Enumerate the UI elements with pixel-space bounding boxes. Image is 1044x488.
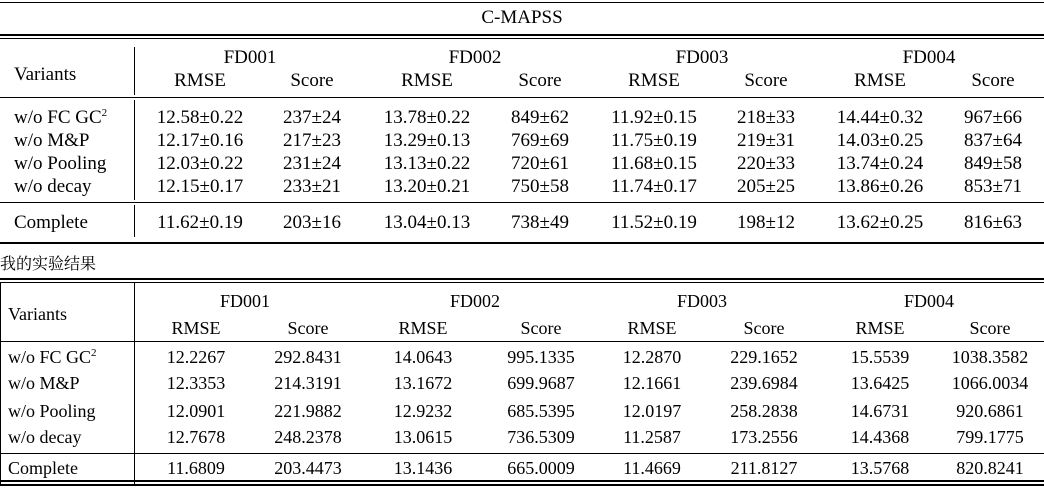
- score-cell: 198±12: [737, 212, 795, 233]
- rmse-cell: 11.68±0.15: [611, 153, 697, 174]
- subheader: RMSE: [174, 70, 226, 91]
- score-cell: 816±63: [964, 212, 1022, 233]
- header-rule: [0, 97, 1044, 98]
- variant-label: w/o decay: [14, 176, 92, 197]
- score-cell: 231±24: [283, 153, 341, 174]
- variant-label: w/o decay: [8, 427, 82, 447]
- group-header-fd004: FD004: [902, 47, 956, 68]
- rmse-cell: 11.92±0.15: [611, 107, 697, 128]
- rmse-cell: 13.1436: [393, 458, 453, 478]
- subheader: Score: [743, 318, 785, 338]
- score-cell: 820.8241: [956, 458, 1024, 478]
- score-cell: 967±66: [964, 107, 1022, 128]
- variant-label: w/o M&P: [14, 130, 90, 151]
- score-cell: 665.0009: [507, 458, 575, 478]
- score-cell: 720±61: [511, 153, 569, 174]
- rmse-cell: 13.1672: [393, 373, 453, 393]
- top-rule: [0, 2, 1044, 3]
- subheader: Score: [518, 70, 562, 91]
- rmse-cell: 12.17±0.16: [156, 130, 244, 151]
- rmse-cell: 12.3353: [166, 373, 226, 393]
- rmse-cell: 13.20±0.21: [383, 176, 471, 197]
- variants-header: Variants: [8, 304, 67, 324]
- score-cell: 258.2838: [730, 401, 798, 421]
- rmse-cell: 11.75±0.19: [611, 130, 697, 151]
- bottom-rule-2: [0, 484, 1044, 486]
- score-cell: 750±58: [511, 176, 569, 197]
- group-header-fd002: FD002: [448, 47, 502, 68]
- score-cell: 229.1652: [730, 347, 798, 367]
- subheader: Score: [971, 70, 1015, 91]
- score-cell: 219±31: [737, 130, 795, 151]
- rmse-cell: 11.52±0.19: [611, 212, 697, 233]
- rmse-cell: 11.4669: [623, 458, 681, 478]
- rmse-cell: 12.2267: [166, 347, 226, 367]
- header-divider: [134, 47, 135, 95]
- group-header-fd004: FD004: [903, 291, 954, 311]
- score-cell: 837±64: [964, 130, 1022, 151]
- group-header-fd003: FD003: [675, 47, 729, 68]
- score-cell: 239.6984: [730, 373, 798, 393]
- score-cell: 211.8127: [730, 458, 798, 478]
- score-cell: 217±23: [283, 130, 341, 151]
- rmse-cell: 12.03±0.22: [156, 153, 244, 174]
- rmse-cell: 13.5768: [850, 458, 910, 478]
- header-rule: [0, 341, 1044, 342]
- rmse-cell: 11.6809: [167, 458, 225, 478]
- rmse-cell: 13.0615: [393, 427, 453, 447]
- rmse-cell: 13.13±0.22: [383, 153, 471, 174]
- rmse-cell: 14.44±0.32: [836, 107, 924, 128]
- complete-label: Complete: [14, 212, 88, 233]
- rmse-cell: 12.58±0.22: [156, 107, 244, 128]
- rmse-cell: 13.86±0.26: [836, 176, 924, 197]
- score-cell: 685.5395: [507, 401, 575, 421]
- complete-rule: [0, 453, 1044, 454]
- rmse-cell: 12.9232: [393, 401, 453, 421]
- variant-label: w/o FC $GC^2$: [14, 107, 108, 128]
- bottom-rule-1: [0, 480, 1044, 482]
- score-cell: 292.8431: [274, 347, 342, 367]
- rule-double-top: [0, 278, 1044, 280]
- subheader: Score: [520, 318, 562, 338]
- score-cell: 237±24: [283, 107, 341, 128]
- subheader: RMSE: [854, 70, 906, 91]
- rule-double-bottom: [0, 282, 1044, 283]
- complete-label: Complete: [8, 458, 78, 478]
- rmse-cell: 14.0643: [393, 347, 453, 367]
- score-cell: 849±58: [964, 153, 1022, 174]
- table-caption: C-MAPSS: [481, 7, 563, 28]
- score-cell: 1038.3582: [951, 347, 1029, 367]
- score-cell: 214.3191: [274, 373, 342, 393]
- score-cell: 173.2556: [730, 427, 798, 447]
- score-cell: 203.4473: [274, 458, 342, 478]
- complete-divider: [134, 205, 135, 237]
- body-divider: [134, 100, 135, 200]
- score-cell: 233±21: [283, 176, 341, 197]
- score-cell: 799.1775: [956, 427, 1024, 447]
- rmse-cell: 14.03±0.25: [836, 130, 924, 151]
- score-cell: 220±33: [737, 153, 795, 174]
- variant-label: w/o M&P: [8, 373, 80, 393]
- rmse-cell: 15.5539: [850, 347, 910, 367]
- subheader: RMSE: [401, 70, 453, 91]
- complete-rule: [0, 202, 1044, 203]
- group-header-fd003: FD003: [676, 291, 727, 311]
- rule-double-top: [0, 34, 1044, 36]
- variant-label: w/o Pooling: [8, 401, 96, 421]
- variant-label: w/o FC $GC^2$: [8, 347, 97, 367]
- subheader: RMSE: [628, 70, 680, 91]
- rmse-cell: 13.29±0.13: [383, 130, 471, 151]
- subheader: RMSE: [171, 318, 221, 338]
- subheader: Score: [287, 318, 329, 338]
- subheader: RMSE: [398, 318, 448, 338]
- subheader: Score: [744, 70, 788, 91]
- rmse-cell: 14.4368: [850, 427, 910, 447]
- rmse-cell: 12.7678: [166, 427, 226, 447]
- rmse-cell: 13.74±0.24: [836, 153, 924, 174]
- score-cell: 205±25: [737, 176, 795, 197]
- rmse-cell: 14.6731: [850, 401, 910, 421]
- variants-header: Variants: [14, 64, 77, 85]
- rmse-cell: 12.0901: [166, 401, 226, 421]
- score-cell: 920.6861: [956, 401, 1024, 421]
- rmse-cell: 13.62±0.25: [836, 212, 924, 233]
- rule-double-bottom: [0, 38, 1044, 39]
- score-cell: 995.1335: [507, 347, 575, 367]
- rmse-cell: 12.2870: [622, 347, 682, 367]
- score-cell: 853±71: [964, 176, 1022, 197]
- score-cell: 769±69: [511, 130, 569, 151]
- score-cell: 218±33: [737, 107, 795, 128]
- score-cell: 248.2378: [274, 427, 342, 447]
- group-header-fd001: FD001: [223, 47, 277, 68]
- score-cell: 699.9687: [507, 373, 575, 393]
- rmse-cell: 12.15±0.17: [156, 176, 244, 197]
- note-text: 我的实验结果: [0, 254, 97, 273]
- rmse-cell: 12.0197: [622, 401, 682, 421]
- group-header-fd001: FD001: [219, 291, 270, 311]
- bottom-rule: [0, 242, 1044, 244]
- subheader: RMSE: [855, 318, 905, 338]
- score-cell: 738±49: [511, 212, 569, 233]
- score-cell: 1066.0034: [951, 373, 1029, 393]
- variant-label: w/o Pooling: [14, 153, 107, 174]
- score-cell: 203±16: [283, 212, 341, 233]
- group-header-fd002: FD002: [449, 291, 500, 311]
- rmse-cell: 12.1661: [622, 373, 682, 393]
- score-cell: 221.9882: [274, 401, 342, 421]
- subheader: RMSE: [627, 318, 677, 338]
- subheader: Score: [969, 318, 1011, 338]
- score-cell: 736.5309: [507, 427, 575, 447]
- rmse-cell: 11.62±0.19: [157, 212, 243, 233]
- rmse-cell: 13.78±0.22: [383, 107, 471, 128]
- rmse-cell: 11.2587: [623, 427, 681, 447]
- rmse-cell: 13.04±0.13: [383, 212, 471, 233]
- subheader: Score: [290, 70, 334, 91]
- rmse-cell: 13.6425: [850, 373, 910, 393]
- score-cell: 849±62: [511, 107, 569, 128]
- rmse-cell: 11.74±0.17: [611, 176, 697, 197]
